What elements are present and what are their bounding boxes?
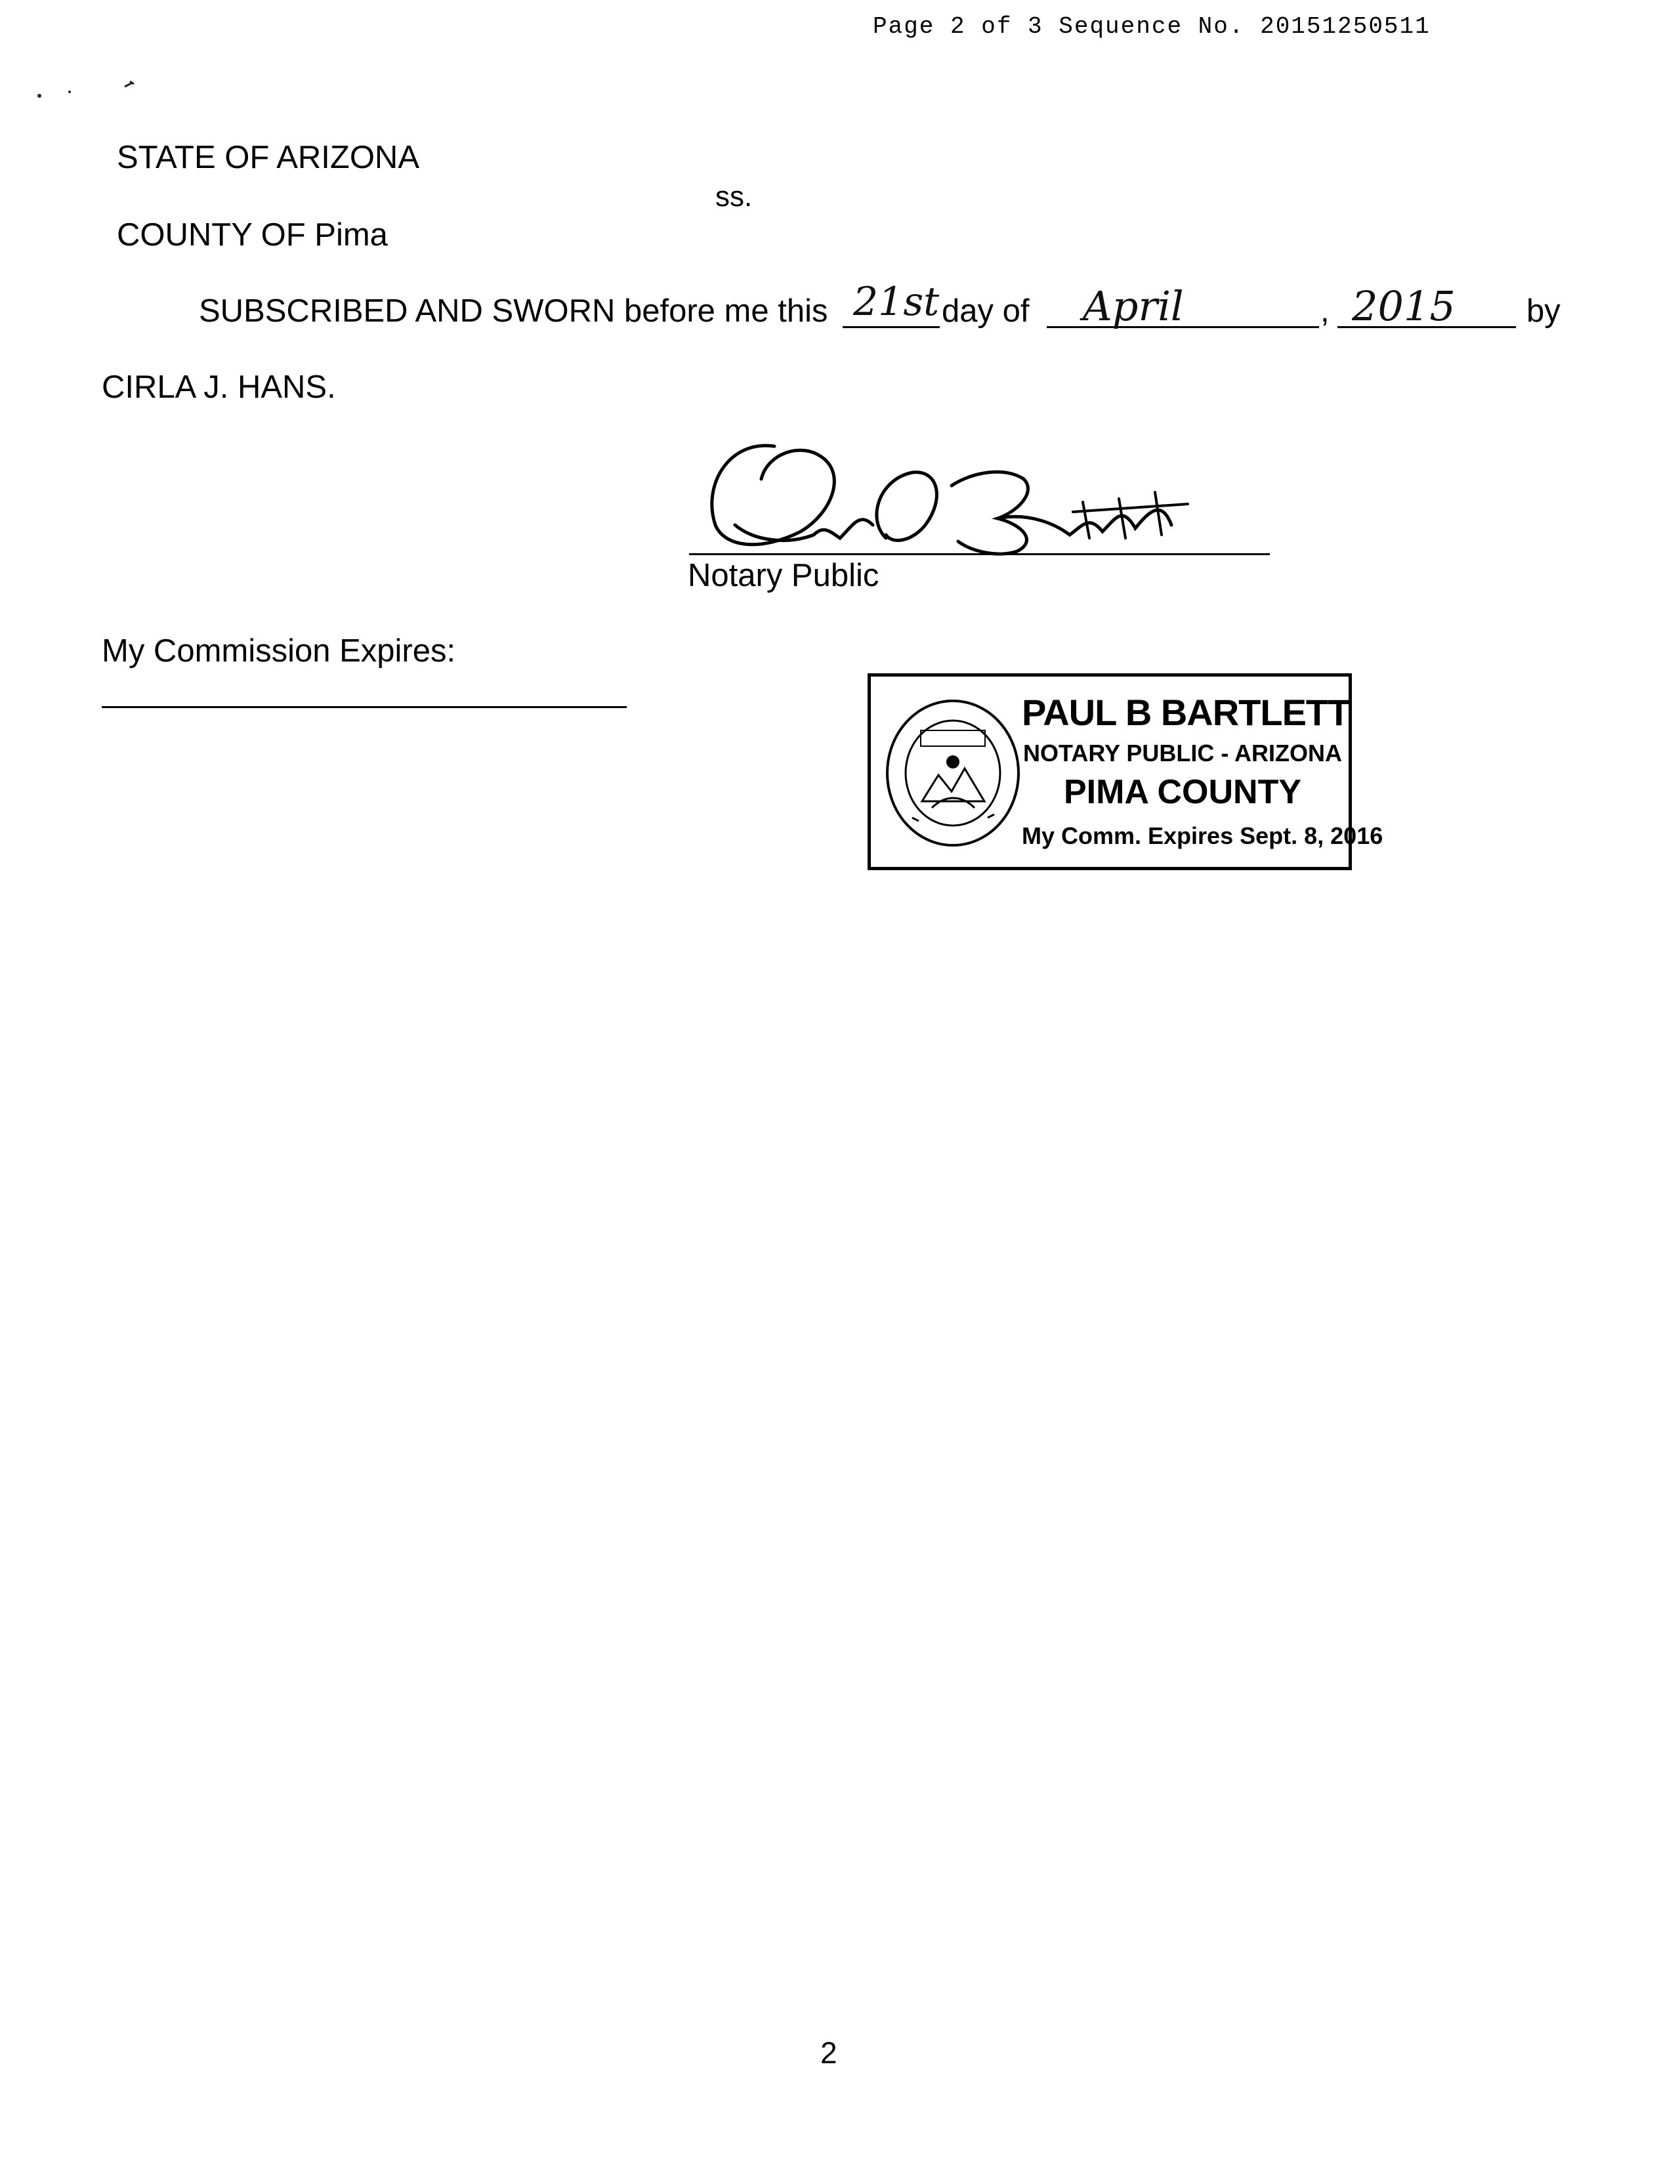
stamp-county: PIMA COUNTY (1063, 773, 1302, 811)
by-text: by (1526, 293, 1561, 329)
scan-marks (26, 72, 144, 105)
notary-public-label: Notary Public (688, 558, 879, 593)
page-header: Page 2 of 3 Sequence No. 20151250511 (873, 13, 1431, 40)
notary-signature (689, 427, 1227, 564)
signature-line (689, 553, 1270, 555)
county-line: COUNTY OF Pima (117, 217, 388, 253)
page-number: 2 (820, 2036, 837, 2070)
day-blank (843, 326, 940, 328)
day-handwritten: 21st (853, 279, 940, 325)
notary-stamp (868, 673, 1383, 870)
stamp-name: PAUL B BARTLETT (1022, 692, 1350, 733)
stamp-expiration: My Comm. Expires Sept. 8, 2016 (1022, 822, 1383, 849)
commission-blank (102, 706, 627, 708)
state-line: STATE OF ARIZONA (117, 140, 420, 175)
month-handwritten: April (1083, 282, 1184, 330)
comma-text: , (1320, 293, 1330, 329)
jurat-prefix: SUBSCRIBED AND SWORN before me this (199, 293, 828, 329)
commission-label: My Commission Expires: (102, 633, 456, 669)
year-handwritten: 2015 (1352, 282, 1456, 330)
day-of-text: day of (942, 293, 1030, 329)
arizona-seal-icon (883, 696, 1024, 850)
ss-mark: ss. (715, 180, 753, 213)
affiant-name: CIRLA J. HANS. (102, 369, 336, 405)
stamp-title: NOTARY PUBLIC - ARIZONA (1023, 740, 1342, 766)
